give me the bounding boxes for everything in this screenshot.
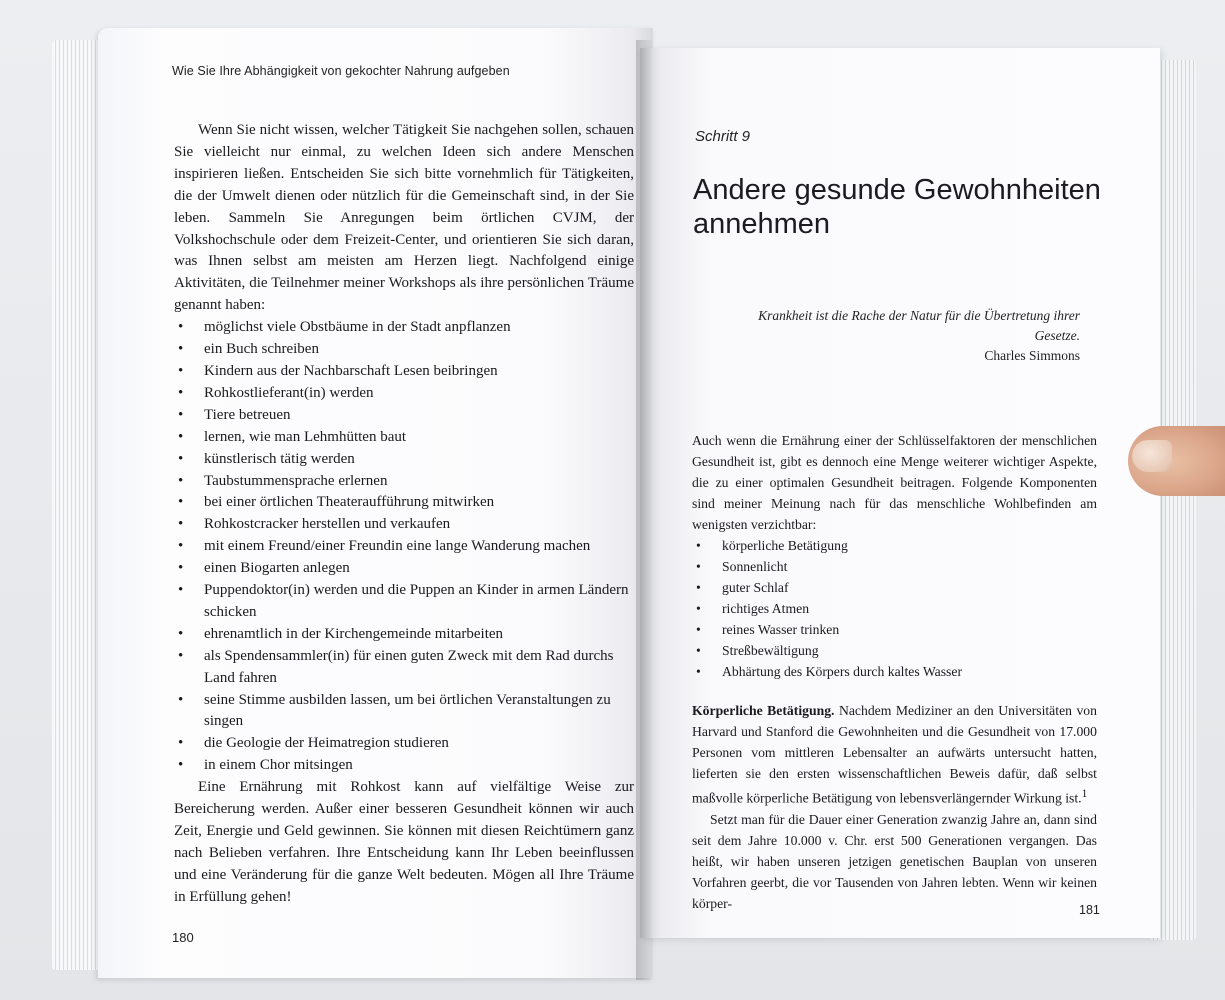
epigraph-author: Charles Simmons: [984, 348, 1080, 363]
list-item: • die Geologie der Heimatregion studieren: [174, 733, 634, 755]
list-item: • Kindern aus der Nachbarschaft Lesen beibringen: [174, 361, 634, 383]
page-number-right: 181: [1079, 903, 1100, 917]
list-item: • Streßbewältigung: [692, 640, 1097, 661]
list-item: • ein Buch schreiben: [174, 339, 634, 361]
list-item: • lernen, wie man Lehmhütten baut: [174, 427, 634, 449]
left-body: [174, 120, 634, 909]
epigraph: [710, 306, 1080, 366]
list-item: • möglichst viele Obstbäume in der Stadt anpflanzen: [174, 317, 634, 339]
list-item: • seine Stimme ausbilden lassen, um bei örtlichen Veranstaltungen zu singen: [174, 690, 634, 734]
list-item: • in einem Chor mitsingen: [174, 755, 634, 777]
spacer: [692, 682, 1097, 700]
section-lead: Körperliche Betätigung.: [692, 703, 835, 718]
page-number-left: 180: [172, 930, 194, 945]
right-page: [640, 48, 1160, 938]
list-item: • körperliche Betätigung: [692, 535, 1097, 556]
list-item: • Taubstummensprache erlernen: [174, 471, 634, 493]
list-item: • bei einer örtlichen Theateraufführung mitwirken: [174, 492, 634, 514]
epigraph-quote: Krankheit ist die Rache der Natur für die Übertretung ihrer Gesetze.: [758, 308, 1080, 343]
list-item: • guter Schlaf: [692, 577, 1097, 598]
list-item: • richtiges Atmen: [692, 598, 1097, 619]
activity-list: [174, 317, 634, 777]
chapter-title: Andere gesunde Gewohnheiten annehmen: [693, 174, 1101, 240]
list-item: • einen Biogarten anlegen: [174, 558, 634, 580]
list-item: • ehrenamtlich in der Kirchengemeinde mitarbeiten: [174, 624, 634, 646]
left-page: [98, 28, 653, 978]
footnote-mark: 1: [1081, 788, 1088, 800]
running-head: Wie Sie Ihre Abhängigkeit von gekochter Nahrung aufgeben: [172, 64, 510, 78]
book-gutter: [636, 40, 652, 980]
section-paragraph: [692, 700, 1097, 809]
habit-list: [692, 535, 1097, 682]
list-item: • Sonnenlicht: [692, 556, 1097, 577]
intro-paragraph: Auch wenn die Ernährung einer der Schlüsselfaktoren der menschlichen Gesundheit ist, gibt es dennoch eine Menge weiterer wichtiger Aspekte, die zu einer optimalen Gesundheit beitragen. Folgende Komponenten sind meiner Meinung nach für das menschliche Wohlbefinden am wenigsten verzichtbar:: [692, 433, 1097, 532]
list-item: • Rohkostlieferant(in) werden: [174, 383, 634, 405]
list-item: • Rohkostcracker herstellen und verkaufen: [174, 514, 634, 536]
list-item: • reines Wasser trinken: [692, 619, 1097, 640]
section-text: Nachdem Mediziner an den Universitäten von Harvard und Stanford die Gewohnheiten und die Gesundheit von 17.000 Personen vom mittleren Lebensalter an aufwärts untersucht hatten, lieferten sie den ersten wissenschaftlichen Beweis dafür, daß selbst maßvolle körperliche Betätigung von lebensverlängernder Wirkung ist.: [692, 703, 1097, 806]
right-body: [692, 430, 1097, 914]
list-item: • Abhärtung des Körpers durch kaltes Wasser: [692, 661, 1097, 682]
closing-paragraph: Eine Ernährung mit Rohkost kann auf vielfältige Weise zur Bereicherung werden. Außer einer besseren Gesundheit können wir auch Zeit, Energie und Geld gewinnen. Sie können mit diesen Reichtümern ganz nach Belieben verfahren. Ihre Entscheidung kann Ihr Leben beeinflussen und eine Veränderung für die ganze Welt bedeuten. Mögen all Ihre Träume in Erfüllung gehen!: [174, 779, 634, 905]
fingernail: [1132, 440, 1172, 472]
list-item: • Puppendoktor(in) werden und die Puppen an Kinder in armen Ländern schicken: [174, 580, 634, 624]
list-item: • als Spendensammler(in) für einen guten Zweck mit dem Rad durchs Land fahren: [174, 646, 634, 690]
second-paragraph: Setzt man für die Dauer einer Generation zwanzig Jahre an, dann sind seit dem Jahre 10.000 v. Chr. erst 500 Generationen vergangen. Das heißt, wir haben unseren jetzigen genetischen Bauplan von unseren Vorfahren geerbt, die vor Tausenden von Jahren lebten. Wenn wir keinen körper-: [692, 811, 1097, 911]
step-label: Schritt 9: [695, 128, 751, 145]
intro-paragraph: Wenn Sie nicht wissen, welcher Tätigkeit Sie nachgehen sollen, schauen Sie vielleicht nur einmal, zu welchen Ideen sich andere Menschen inspirieren ließen. Entscheiden Sie sich bitte vornehmlich für Tätigkeiten, die der Umwelt dienen oder nützlich für die Gemeinschaft sind, in der Sie leben. Sammeln Sie Anregungen beim örtlichen CVJM, der Volkshochschule oder dem Freizeit-Center, und orientieren Sie sich daran, was Ihnen selbst am meisten am Herzen liegt. Nachfolgend einige Aktivitäten, die Teilnehmer meiner Workshops als ihre persönlichen Träume genannt haben:: [174, 122, 634, 314]
list-item: • künstlerisch tätig werden: [174, 449, 634, 471]
list-item: • Tiere betreuen: [174, 405, 634, 427]
list-item: • mit einem Freund/einer Freundin eine lange Wanderung machen: [174, 536, 634, 558]
